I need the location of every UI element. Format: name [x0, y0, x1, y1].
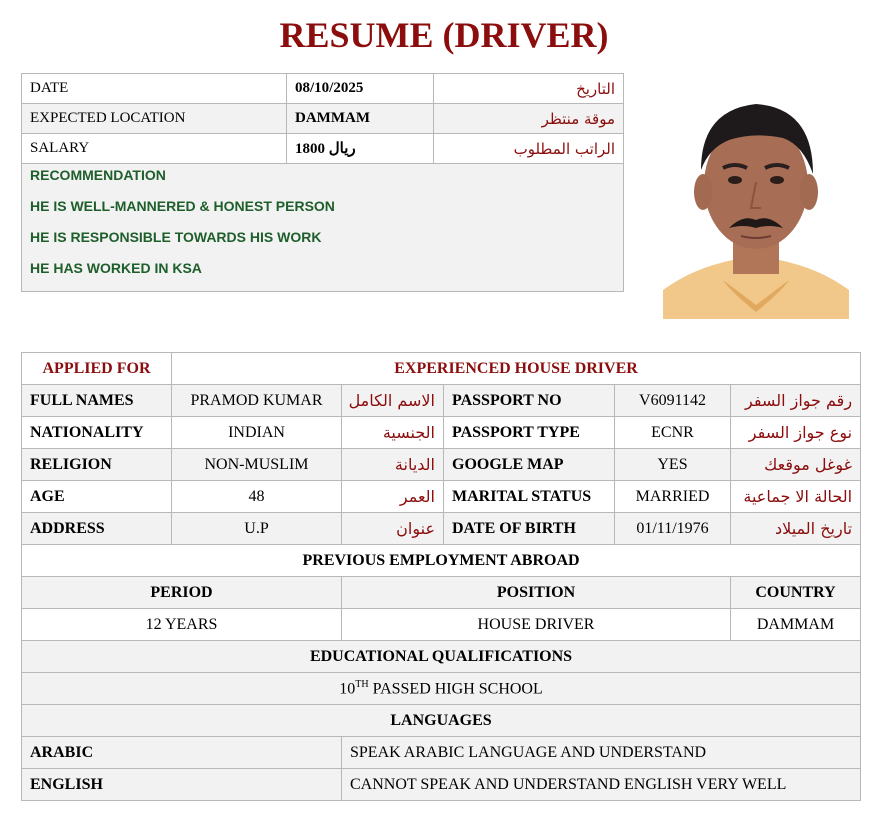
date-row — [22, 74, 624, 104]
applied-for-row — [22, 353, 861, 385]
employment-heading-row — [22, 545, 861, 577]
religion-value: NON-MUSLIM — [172, 449, 342, 481]
applied-for-value: EXPERIENCED HOUSE DRIVER — [172, 353, 861, 385]
language-row — [22, 737, 861, 769]
education-grade: 10 — [339, 680, 356, 698]
education-row — [22, 673, 861, 705]
marital-status-arabic-label: الحالة الا جماعية — [731, 481, 861, 513]
summary-table — [21, 73, 624, 292]
marital-status-label: MARITAL STATUS — [444, 481, 615, 513]
full-name-value: PRAMOD KUMAR — [172, 385, 342, 417]
location-value: DAMMAM — [287, 104, 434, 134]
date-arabic-label: التاريخ — [434, 74, 624, 104]
date-of-birth-arabic-label: تاريخ الميلاد — [731, 513, 861, 545]
nationality-label: NATIONALITY — [22, 417, 172, 449]
location-row — [22, 104, 624, 134]
location-arabic-label: موقة منتظر — [434, 104, 624, 134]
language-english-name: ENGLISH — [22, 769, 342, 801]
detail-row — [22, 417, 861, 449]
religion-label: RELIGION — [22, 449, 172, 481]
passport-type-label: PASSPORT TYPE — [444, 417, 615, 449]
recommendation-row — [22, 164, 624, 292]
languages-heading: LANGUAGES — [22, 705, 861, 737]
position-value: HOUSE DRIVER — [342, 609, 731, 641]
period-value: 12 YEARS — [22, 609, 342, 641]
age-arabic-label: العمر — [342, 481, 444, 513]
nationality-value: INDIAN — [172, 417, 342, 449]
passport-no-label: PASSPORT NO — [444, 385, 615, 417]
candidate-photo — [663, 90, 849, 319]
detail-row — [22, 385, 861, 417]
language-arabic-desc: SPEAK ARABIC LANGUAGE AND UNDERSTAND — [342, 737, 861, 769]
salary-label: SALARY — [22, 134, 287, 164]
address-arabic-label: عنوان — [342, 513, 444, 545]
education-grade-suffix: TH — [355, 678, 369, 690]
detail-row — [22, 513, 861, 545]
salary-row — [22, 134, 624, 164]
date-value: 08/10/2025 — [287, 74, 434, 104]
passport-no-value: V6091142 — [615, 385, 731, 417]
full-name-arabic-label: الاسم الكامل — [342, 385, 444, 417]
education-value — [22, 673, 861, 705]
date-of-birth-value: 01/11/1976 — [615, 513, 731, 545]
recommendation-line: HE IS RESPONSIBLE TOWARDS HIS WORK — [30, 229, 322, 245]
age-value: 48 — [172, 481, 342, 513]
country-column-header: COUNTRY — [731, 577, 861, 609]
details-table — [21, 352, 861, 801]
religion-arabic-label: الديانة — [342, 449, 444, 481]
full-name-label: FULL NAMES — [22, 385, 172, 417]
recommendation-line: HE HAS WORKED IN KSA — [30, 260, 202, 276]
google-map-arabic-label: غوغل موقعك — [731, 449, 861, 481]
language-arabic-name: ARABIC — [22, 737, 342, 769]
period-column-header: PERIOD — [22, 577, 342, 609]
google-map-label: GOOGLE MAP — [444, 449, 615, 481]
employment-row — [22, 609, 861, 641]
date-label: DATE — [22, 74, 287, 104]
language-english-desc: CANNOT SPEAK AND UNDERSTAND ENGLISH VERY WELL — [342, 769, 861, 801]
salary-value: 1800 ريال — [287, 134, 434, 164]
date-of-birth-label: DATE OF BIRTH — [444, 513, 615, 545]
education-text: PASSED HIGH SCHOOL — [368, 680, 543, 698]
language-row — [22, 769, 861, 801]
nationality-arabic-label: الجنسية — [342, 417, 444, 449]
passport-type-arabic-label: نوع جواز السفر — [731, 417, 861, 449]
employment-columns-row — [22, 577, 861, 609]
recommendation-box — [22, 164, 624, 292]
position-column-header: POSITION — [342, 577, 731, 609]
applied-for-label: APPLIED FOR — [22, 353, 172, 385]
address-value: U.P — [172, 513, 342, 545]
google-map-value: YES — [615, 449, 731, 481]
country-value: DAMMAM — [731, 609, 861, 641]
address-label: ADDRESS — [22, 513, 172, 545]
location-label: EXPECTED LOCATION — [22, 104, 287, 134]
recommendation-line: HE IS WELL-MANNERED & HONEST PERSON — [30, 198, 335, 214]
detail-row — [22, 481, 861, 513]
marital-status-value: MARRIED — [615, 481, 731, 513]
salary-arabic-label: الراتب المطلوب — [434, 134, 624, 164]
education-heading: EDUCATIONAL QUALIFICATIONS — [22, 641, 861, 673]
passport-no-arabic-label: رقم جواز السفر — [731, 385, 861, 417]
page-title: RESUME (DRIVER) — [279, 15, 609, 55]
passport-type-value: ECNR — [615, 417, 731, 449]
education-heading-row — [22, 641, 861, 673]
detail-row — [22, 449, 861, 481]
age-label: AGE — [22, 481, 172, 513]
languages-heading-row — [22, 705, 861, 737]
employment-heading: PREVIOUS EMPLOYMENT ABROAD — [22, 545, 861, 577]
recommendation-heading: RECOMMENDATION — [30, 167, 166, 183]
